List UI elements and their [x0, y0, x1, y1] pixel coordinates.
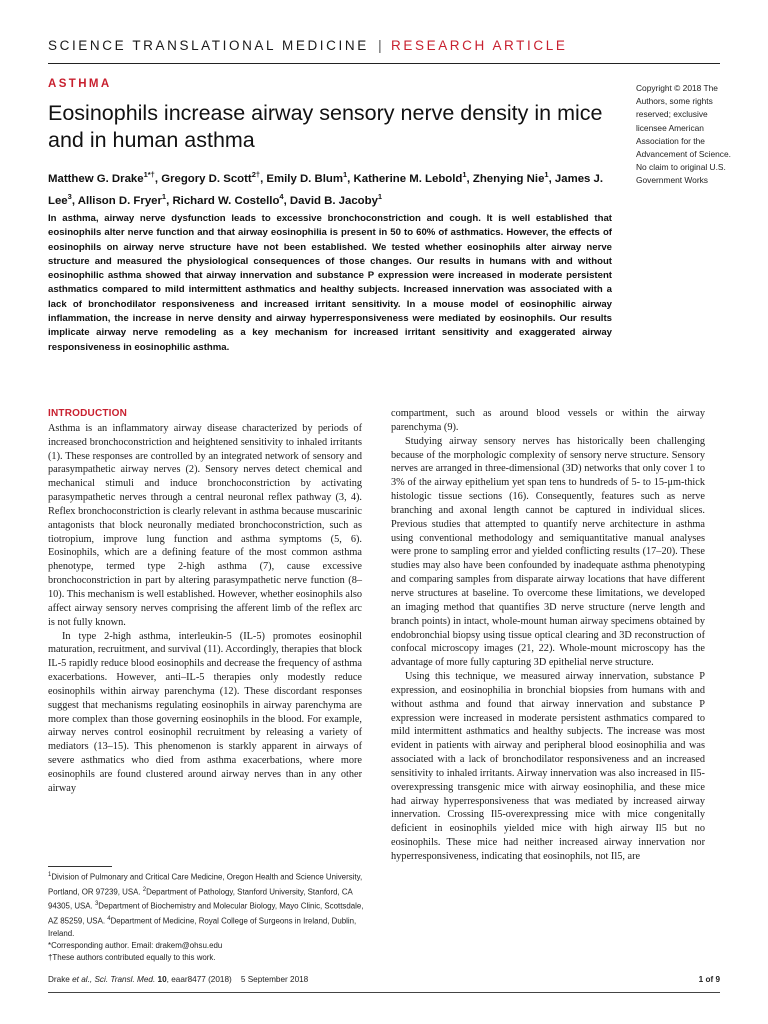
author-name: Allison D. Fryer: [77, 194, 162, 207]
affiliation-sup: 4: [107, 915, 111, 922]
affiliation-sup: 3: [94, 901, 99, 908]
citation-footer: [48, 975, 308, 984]
author-affiliation-sup: 3: [67, 191, 72, 201]
author-name: Matthew G. Drake: [48, 172, 144, 185]
author-name: Katherine M. Lebold: [353, 172, 463, 185]
body-paragraph: Using this technique, we measured airway innervation, substance P expression, and eosinophilia in bronchial biopsies from humans with and without asthma and found that airway innervation and substance P expression were increased in moderate persistent asthmatics compared to mild intermittent asthmatics and healthy subjects. The increase was most evident in patients with airway and peripheral blood eosinophilia and was associated with a lack of bronchodilator responsiveness and an increased sensitivity to inhaled irritants. Airway innervation was also increased in Il5-overexpressing transgenic mice with airway eosinophilia, and these mice had airway hyperresponsiveness that was mediated by increased airway innervation. Crossing Il5-overexpressing mice with mice congenitally deficient in eosinophils yielded mice with high airway Il5 but no eosinophils. These mice had neither increased airway innervation nor hyperresponsiveness, indicating that eosinophils, not Il5, are: [391, 671, 705, 862]
author-name: Richard W. Costello: [172, 194, 280, 207]
author-name: Gregory D. Scott: [161, 172, 252, 185]
right-column: [391, 407, 705, 864]
footnotes: [48, 869, 366, 964]
author-affiliation-sup: 1: [544, 170, 549, 179]
body-paragraph: compartment, such as around blood vessels or within the airway parenchyma (9).: [391, 408, 705, 433]
body-paragraph: Studying airway sensory nerves has historically been challenging because of the morphologic complexity of sensory nerve structure. Sensory nerves are arranged in three-dimensional (3D) networks that only cover 1 to 3% of the airway epithelium yet span tens to hundreds of 5- to 15-μm-thick histologic tissue sections (16). Consequently, features such as nerve branching and axonal length cannot be captured in individual slices. Previous studies that attempted to quantify nerve architecture in asthma using conventional methodology and semiquantitative manual analyses were prone to sampling error and yielded conflicting results (17–20). These studies may also have been confounded by inadequate asthma phenotyping and comparing samples from disparate airway locations that have different nerve structures at baseline. To overcome these limitations, we developed an imaging method that quantifies 3D nerve structure (nerve length and branch points) in intact, whole-mount human airway specimens obtained by endobronchial biopsy using tissue optical clearing and 3D reconstruction of confocal microscopy images (21, 22). Whole-mount microscopy has the advantage of more fully capturing 3D epithelial nerve structure.: [391, 435, 705, 669]
header-rule: [48, 63, 720, 64]
affiliation-sup: 2: [142, 886, 147, 893]
corresponding-author: *Corresponding author. Email: drakem@ohsu.edu: [48, 940, 223, 950]
author-affiliation-sup: 1: [161, 191, 167, 201]
author-name: Emily D. Blum: [266, 172, 343, 185]
citation-article-id: , eaar8477 (2018): [166, 975, 232, 984]
affiliation: Department of Pathology, Stanford University, Stanford, CA 94305, USA.: [48, 887, 353, 911]
abstract: In asthma, airway nerve dysfunction leads to excessive bronchoconstriction and cough. It is well established that eosinophils alter nerve function and that airway eosinophilia is present in 50 to 60% of asthmatics. However, the effects of eosinophils on airway nerve structure have not been established. We tested whether eosinophils alter airway nerve structure and measured the physiological consequences of those changes. Our results in humans with and without eosinophilic asthma showed that airway innervation and substance P expression were increased in moderate persistent asthmatics compared to mild intermittent asthmatics and healthy subjects. Increased innervation was associated with a lack of bronchodilator responsiveness and increased irritant sensitivity. In a mouse model of eosinophilic airway inflammation, the increase in nerve density and airway hyperresponsiveness were mediated by eosinophils. Our results implicate airway nerve remodeling as a key mechanism for increased irritant sensitivity and exaggerated airway responsiveness in eosinophilic asthma.: [48, 213, 612, 353]
footer-rule: [48, 992, 720, 993]
affiliations: [48, 869, 366, 940]
affiliation: Division of Pulmonary and Critical Care Medicine, Oregon Health and Science University, Portland, OR 97239, USA.: [48, 872, 363, 897]
author-affiliation-sup: 1*†: [143, 170, 155, 179]
page-number: 1 of 9: [698, 975, 720, 984]
citation-etal: et al.: [72, 975, 90, 984]
author-list: Matthew G. Drake$^{1*\dagger}$, Gregory D. Scott$^{2\dagger}$, Emily D. Blum$^1$, Katherine M. Lebold$^1$, Zhenying Nie$^1$, James J. Lee$^3$, Allison D. Fryer$^1$, Richard W. Costello$^4$, David B. Jacoby$^1$: [48, 170, 604, 207]
left-column: [48, 407, 362, 796]
affiliation: Department of Medicine, Royal College of Surgeons in Ireland, Dublin, Ireland.: [48, 916, 357, 938]
copyright-notice: Copyright © 2018 The Authors, some rights reserved; exclusive licensee American Association for the Advancement of Science. No claim to original U.S. Government Works: [636, 83, 731, 186]
affiliation-sup: 1: [48, 872, 52, 878]
body-paragraph: Asthma is an inflammatory airway disease characterized by periods of increased bronchoconstriction and heightened sensitivity to inhaled irritants (1). These responses are controlled by an integrated network of sensory and parasympathetic airway nerves (2). Sensory nerves detect chemical and mechanical stimuli and induce bronchoconstriction by activating parasympathetic nerves through a central neuronal reflex pathway (3, 4). Reflex bronchoconstriction is clearly relevant in asthma because muscarinic antagonists that block neuronally mediated bronchoconstriction, such as tiotropium, improve lung function and asthma symptoms (5, 6). Eosinophils, which are a defining feature of the most common asthma phenotype, termed type 2-high asthma (7), cause excessive bronchoconstriction in part by altering parasympathetic nerve function (8–10). This mechanism is well established. However, whether eosinophils also affect airway sensory nerves comprising the afferent limb of the reflex arc is not fully known.: [48, 422, 362, 628]
article-title: Eosinophils increase airway sensory nerve density in mice and in human asthma: [48, 101, 603, 152]
author-affiliation-sup: 1: [343, 170, 348, 179]
citation-volume: 10: [155, 975, 167, 984]
section-label: ASTHMA: [48, 78, 112, 90]
journal-name: SCIENCE TRANSLATIONAL MEDICINE: [48, 38, 369, 53]
body-paragraph: In type 2-high asthma, interleukin-5 (IL-5) promotes eosinophil maturation, recruitment, and survival (11). Accordingly, therapies that block IL-5 rapidly reduce blood eosinophils and decrease the frequency of asthma exacerbations. However, anti–IL-5 therapies only modestly reduce eosinophils within airway parenchyma (12). These discordant responses suggest that mechanisms regulating eosinophils in airway parenchyma are more complex than those governing eosinophils in the blood. For example, airway nerves control eosinophil recruitment by releasing a variety of mediators (13–15). This phenomenon is starkly apparent in airways of severe asthmatics who died from asthma exacerbations, where more eosinophils are found clustered around airway nerves than in any other airway: [48, 630, 362, 794]
equal-contribution-note: †These authors contributed equally to this work.: [48, 952, 216, 962]
author-name: Zhenying Nie: [472, 172, 545, 185]
author-name: James J. Lee: [48, 172, 604, 207]
citation-date: 5 September 2018: [240, 975, 309, 984]
affiliation: Department of Biochemistry and Molecular Biology, Mayo Clinic, Scottsdale, AZ 85259, USA.: [48, 901, 364, 926]
header-separator: |: [378, 38, 382, 53]
author-name: David B. Jacoby: [289, 194, 378, 207]
author-affiliation-sup: 4: [279, 191, 284, 201]
author-affiliation-sup: 1: [462, 170, 467, 179]
citation-journal: , Sci. Transl. Med.: [89, 975, 156, 984]
author-affiliation-sup: 1: [377, 191, 383, 201]
article-type: RESEARCH ARTICLE: [391, 38, 568, 53]
author-affiliation-sup: 2†: [251, 170, 261, 179]
introduction-heading: INTRODUCTION: [48, 408, 128, 419]
journal-header: [48, 38, 567, 53]
footnote-rule: [48, 866, 112, 867]
citation-authors: Drake: [48, 975, 73, 984]
